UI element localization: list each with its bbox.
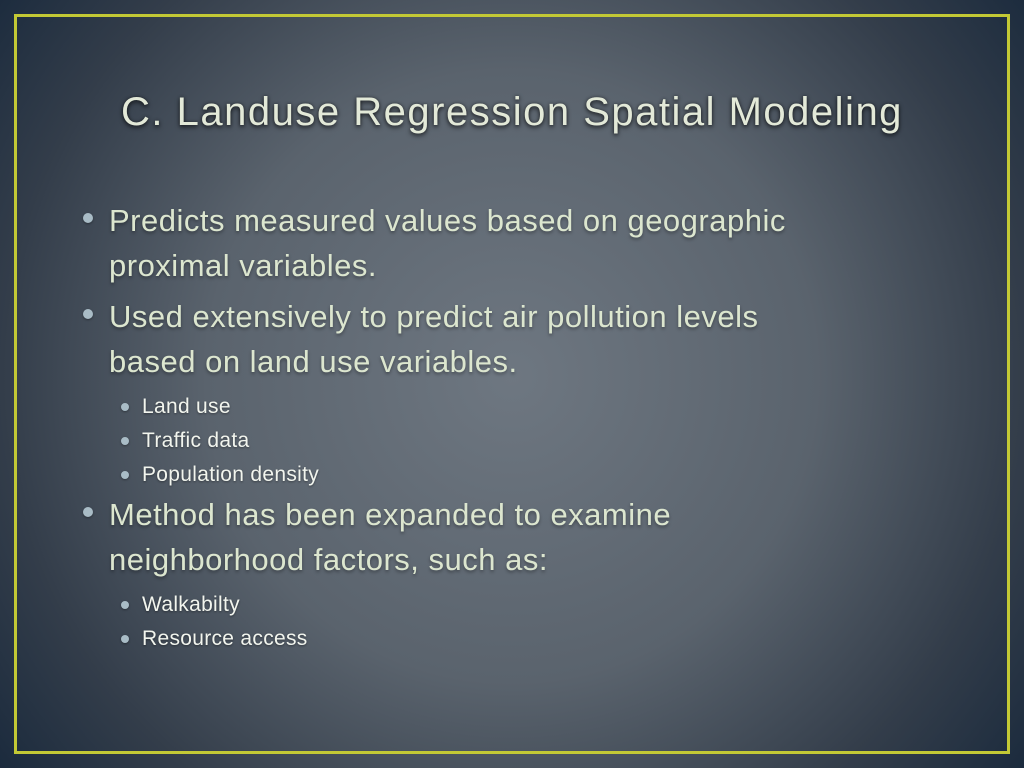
sub-bullet-item-land-use	[0, 390, 1024, 424]
bullet-text-line: Traffic data	[142, 429, 250, 452]
bullet-text	[142, 588, 240, 622]
bullet-text-line: Land use	[142, 395, 231, 418]
bullet-text	[142, 424, 249, 458]
bullet-text-line: Used extensively to predict air pollution levels	[109, 299, 759, 334]
bullet-icon	[121, 601, 129, 609]
bullet-icon	[83, 507, 93, 517]
bullet-text-line: Method has been expanded to examine	[109, 497, 672, 532]
bullet-icon	[121, 635, 129, 643]
bullet-text-line: neighborhood factors, such as:	[109, 542, 548, 577]
bullet-icon	[121, 437, 129, 445]
bullet-item-used-extensively	[0, 294, 1024, 384]
bullet-text	[109, 198, 786, 288]
bullet-text-line: Walkabilty	[142, 593, 240, 616]
bullet-text-line: based on land use variables.	[109, 344, 518, 379]
bullet-text-line: Predicts measured values based on geographic	[109, 203, 786, 238]
slide-body	[0, 198, 1024, 656]
bullet-icon	[121, 403, 129, 411]
bullet-text-line: Population density	[142, 463, 320, 486]
sub-bullet-item-traffic-data	[0, 424, 1024, 458]
slide-title: C. Landuse Regression Spatial Modeling	[121, 90, 903, 134]
sub-bullet-item-population-density	[0, 458, 1024, 492]
bullet-item-method-expanded	[0, 492, 1024, 582]
bullet-text	[109, 294, 758, 384]
bullet-icon	[121, 471, 129, 479]
bullet-icon	[83, 309, 93, 319]
bullet-text	[109, 492, 671, 582]
bullet-text	[142, 458, 319, 492]
bullet-text	[142, 622, 308, 656]
bullet-item-predicts	[0, 198, 1024, 288]
bullet-text-line: proximal variables.	[109, 248, 377, 283]
sub-bullet-item-resource-access	[0, 622, 1024, 656]
bullet-icon	[83, 213, 93, 223]
bullet-text-line: Resource access	[142, 627, 308, 650]
sub-bullet-item-walkability	[0, 588, 1024, 622]
bullet-text	[142, 390, 231, 424]
